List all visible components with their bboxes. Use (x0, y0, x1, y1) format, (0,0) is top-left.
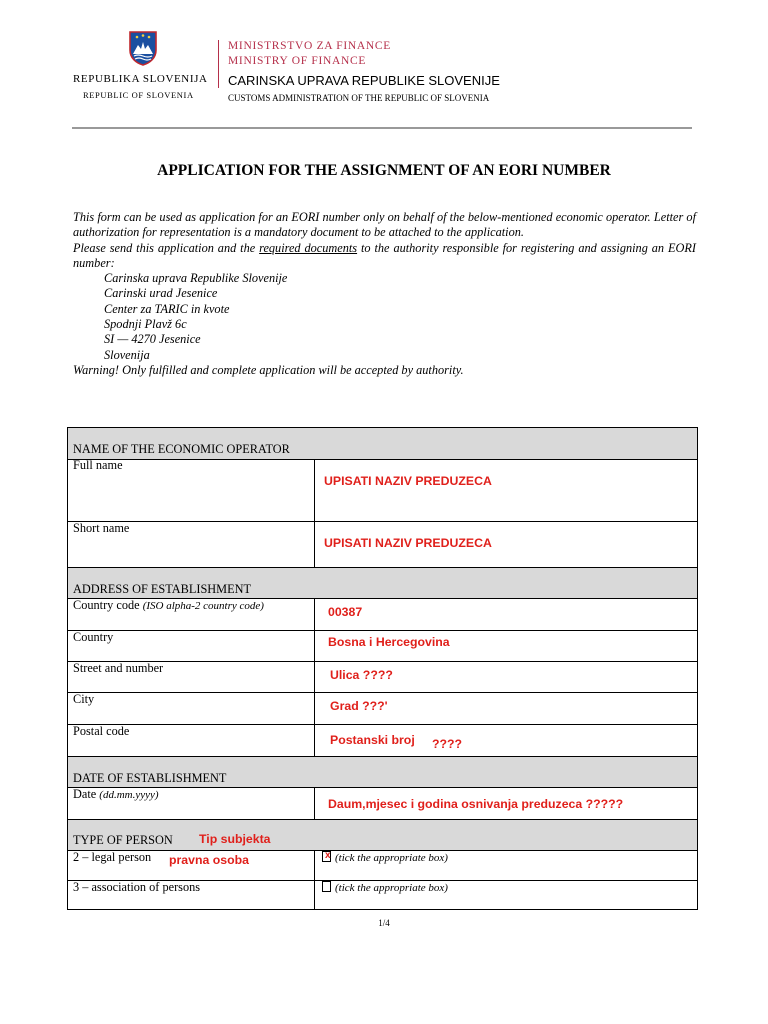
street-value[interactable]: Ulica ???? (330, 668, 393, 682)
header-divider (218, 40, 219, 88)
association-checkbox[interactable] (322, 881, 331, 892)
page-number: 1/4 (378, 918, 390, 928)
ministry-name: MINISTRSTVO ZA FINANCE (228, 40, 391, 52)
short-name-label: Short name (73, 521, 130, 535)
date-value[interactable]: Daum,mjesec i godina osnivanja preduzeca ????? (328, 797, 624, 811)
address-line: SI — 4270 Jesenice (104, 332, 201, 347)
republic-name-en: REPUBLIC OF SLOVENIA (83, 90, 194, 100)
intro-text (73, 210, 696, 378)
section-title-person: TYPE OF PERSON (73, 833, 173, 847)
country-code-label: Country code (ISO alpha-2 country code) (73, 598, 264, 612)
section-title-address: ADDRESS OF ESTABLISHMENT (73, 582, 252, 596)
eori-form-table (67, 427, 698, 910)
address-line: Carinska uprava Republike Slovenije (104, 271, 288, 286)
address-line: Slovenija (104, 347, 150, 362)
intro-send-instructions: Please send this application and the required documents to the authority responsible for registering and assigning an EORI number: (73, 240, 696, 270)
section-title-operator: NAME OF THE ECONOMIC OPERATOR (73, 442, 290, 456)
city-label: City (73, 692, 95, 706)
street-label: Street and number (73, 661, 164, 675)
postal-code-placeholder[interactable]: ???? (432, 737, 463, 751)
legal-person-label: 2 – legal person (73, 850, 152, 864)
required-documents-link[interactable]: required documents (259, 240, 358, 255)
postal-code-value[interactable]: Postanski broj (330, 733, 415, 747)
full-name-value[interactable]: UPISATI NAZIV PREDUZECA (324, 474, 492, 488)
legal-person-tick: x (tick the appropriate box) (322, 851, 448, 864)
header-rule (72, 127, 692, 129)
section-title-date: DATE OF ESTABLISHMENT (73, 771, 227, 785)
country-label: Country (73, 630, 114, 644)
address-line: Center za TARIC in kvote (104, 301, 230, 316)
customs-name: CARINSKA UPRAVA REPUBLIKE SLOVENIJE (228, 73, 500, 88)
ministry-name-en: MINISTRY OF FINANCE (228, 55, 367, 67)
section-person-note: Tip subjekta (199, 832, 271, 846)
short-name-value[interactable]: UPISATI NAZIV PREDUZECA (324, 536, 492, 550)
association-tick: (tick the appropriate box) (322, 881, 448, 894)
customs-name-en: CUSTOMS ADMINISTRATION OF THE REPUBLIC OF SLOVENIA (228, 93, 490, 103)
slovenia-coat-of-arms-icon (128, 30, 158, 66)
country-code-value[interactable]: 00387 (328, 605, 363, 619)
full-name-label: Full name (73, 458, 123, 472)
address-line: Spodnji Plavž 6c (104, 317, 187, 332)
page-title: APPLICATION FOR THE ASSIGNMENT OF AN EORI NUMBER (157, 162, 611, 179)
checkmark-icon: x (325, 850, 331, 861)
country-value[interactable]: Bosna i Hercegovina (328, 635, 450, 649)
intro-paragraph: This form can be used as application for an EORI number only on behalf of the below-mentioned economic operator. Letter of authorization for representation is a mandatory document to be attached to the application. (73, 210, 696, 240)
date-label: Date (dd.mm.yyyy) (73, 787, 159, 801)
republic-name: REPUBLIKA SLOVENIJA (73, 73, 208, 85)
association-label: 3 – association of persons (73, 880, 201, 894)
warning-text: Warning! Only fulfilled and complete application will be accepted by authority. (73, 362, 464, 377)
postal-code-label: Postal code (73, 724, 130, 738)
legal-person-checkbox[interactable] (322, 851, 331, 862)
address-line: Carinski urad Jesenice (104, 286, 218, 301)
city-value[interactable]: Grad ???' (330, 699, 388, 713)
legal-person-note: pravna osoba (169, 853, 249, 867)
